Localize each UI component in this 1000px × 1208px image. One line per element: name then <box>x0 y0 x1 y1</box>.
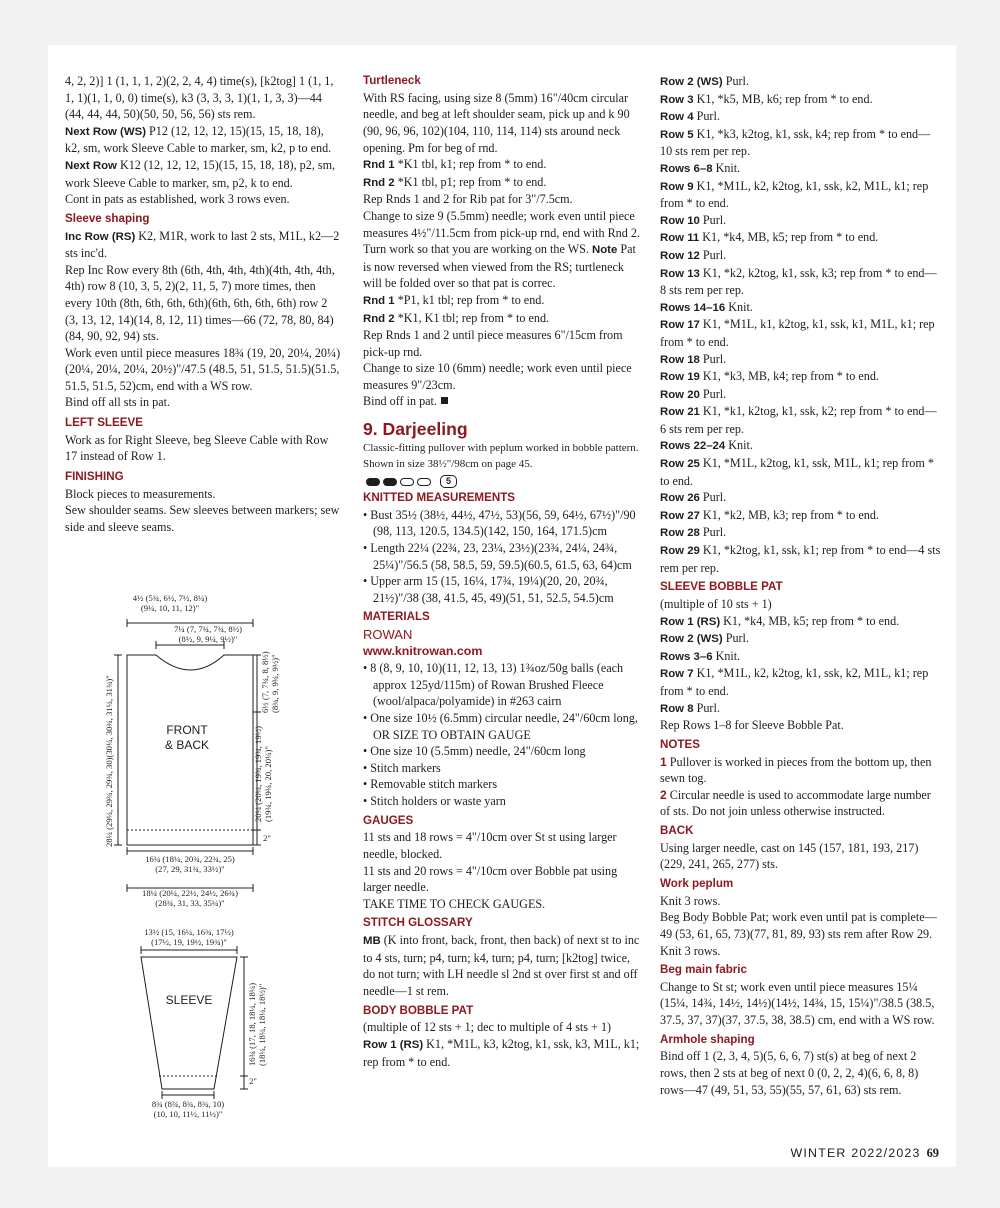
row-label: Inc Row (RS) <box>65 230 136 243</box>
hem-width-dimension <box>110 888 270 908</box>
section-heading-left-sleeve: LEFT SLEEVE <box>65 416 143 430</box>
instruction-row <box>660 542 942 576</box>
row-label: Rows 6–8 <box>660 162 713 175</box>
row-text: *P1, k1 tbl; rep from * to end. <box>394 292 545 307</box>
instruction-row <box>660 368 942 386</box>
page-footer <box>791 1146 939 1161</box>
yarn-weight-icon <box>366 473 642 490</box>
sleeve-length-dimension-2: (18¼, 18¼, 18¼, 18½)" <box>257 983 267 1066</box>
cuff-height-dimension: 2" <box>249 1076 257 1086</box>
dim-text: 7¼ (7, 7¾, 7¾, 8½) <box>173 624 243 634</box>
body-bobble-rows <box>660 73 942 576</box>
paragraph: Using larger needle, cast on 145 (157, 181, 193, 217)(229, 241, 265, 277) sts. <box>660 840 919 872</box>
dim-text: 6½ (7, 7¾, 8, 8½) <box>260 651 270 713</box>
text: Pat is now reversed when viewed from the RS; turtleneck will be folded over so that pat is correc. <box>363 242 636 291</box>
instruction-row <box>660 630 942 648</box>
paragraph: Work even until piece measures 18¾ (19, 20, 20¼, 20¼)(20¼, 20¼, 20¼, 20½)"/47.5 (48.5, 51, 51.5, 51.5)(51.5, 51.5, 51.5, 52)cm, end with a WS row. <box>65 345 341 393</box>
row-label: Row 4 <box>660 111 694 124</box>
row-text: K1, *k1, k2tog, k1, ssk, k2; rep from * to end—6 sts rem per rep. <box>660 404 937 436</box>
row-label: Row 18 <box>660 353 700 366</box>
total-length-dimension: 28¼ (29¼, 29¾, 29¾, 30)(30¼, 30¾, 31¼, 31¾)" <box>104 675 114 847</box>
paragraph: Block pieces to measurements. <box>65 486 216 501</box>
paragraph: (multiple of 10 sts + 1) <box>660 597 772 612</box>
dim-text: 18¼ (20¼, 22½, 24½, 26¾) <box>142 888 238 898</box>
cuff-width-dimension <box>108 1099 268 1119</box>
row-label: Rnd 1 <box>363 159 395 172</box>
paragraph: Change to size 9 (5.5mm) needle; work even until piece measures 4½"/11.5cm from pick-up rnd, end with Rnd 2. <box>363 208 640 240</box>
list-item: • Removable stitch markers <box>363 777 498 792</box>
list-item: • Upper arm 15 (15, 16¼, 17¾, 19¼)(20, 20, 20¾, 21½)"/38 (38, 41.5, 45, 49)(51, 51, 52.5, 54.5)cm <box>363 574 614 605</box>
row-label: Row 1 (RS) <box>363 1038 424 1051</box>
instruction-row <box>363 310 642 328</box>
instruction-row <box>363 1036 642 1070</box>
note-label: Note <box>591 244 618 257</box>
dim-text: (17½, 19, 19½, 19¾)" <box>151 937 227 948</box>
row-text: K1, *M1L, k2, k2tog, k1, ssk, k2, M1L, k1; rep from * to end. <box>660 178 929 211</box>
pattern-title: 9. Darjeeling <box>363 419 468 440</box>
paragraph: Knit 3 rows. <box>660 943 721 958</box>
row-label: Row 27 <box>660 509 700 522</box>
dim-text: 4½ (5¾, 6½, 7½, 8¼) <box>132 593 208 603</box>
row-label: Row 28 <box>660 527 700 540</box>
list-item: • One size 10½ (6.5mm) circular needle, 24"/60cm long, OR SIZE TO OBTAIN GAUGE <box>363 711 638 742</box>
note-text: Pullover is worked in pieces from the bottom up, then sewn tog. <box>660 754 932 786</box>
brand-name: ROWAN <box>363 627 413 643</box>
note-number: 2 <box>660 787 667 802</box>
section-heading-gauges: GAUGES <box>363 813 414 827</box>
note-number: 1 <box>660 754 667 769</box>
row-label: Row 19 <box>660 371 700 384</box>
row-text: K2, M1R, work to last 2 sts, M1L, k2—2 sts inc'd. <box>65 228 340 261</box>
list-item: • One size 10 (5.5mm) needle, 24"/60cm long <box>363 744 586 759</box>
row-text: K1, *k2, k2tog, k1, ssk, k3; rep from * to end—8 sts rem per rep. <box>660 265 937 298</box>
section-heading-body-bobble-pat: BODY BOBBLE PAT <box>363 1003 474 1017</box>
dim-text: 16¼ (18¼, 20¾, 22¾, 25) <box>145 854 235 864</box>
row-text: Purl. <box>693 109 720 124</box>
armhole-depth-dimension-2 <box>270 654 280 713</box>
paragraph <box>363 241 642 292</box>
section-heading-work-peplum: Work peplum <box>660 876 734 890</box>
row-text: Purl. <box>699 386 727 401</box>
paragraph: With RS facing, using size 8 (5mm) 16"/40cm circular needle, and beg at left shoulder seam, pick up and k 90 (90, 96, 96, 102)(104, 110, 114, 114) sts around neck opening. Pm for beg of rnd. <box>363 90 630 155</box>
instruction-row <box>660 507 942 525</box>
list-item: • 8 (8, 9, 10, 10)(11, 12, 13, 13) 1¾oz/50g balls (each approx 125yd/115m) of Rowan Brushed Fleece (wool/alpaca/polyamide) in #263 cairn <box>363 661 624 709</box>
row-label: Row 17 <box>660 319 700 332</box>
paragraph: Work as for Right Sleeve, beg Sleeve Cable with Row 17 instead of Row 1. <box>65 432 329 464</box>
yarn-weight-number: 5 <box>440 475 457 488</box>
note-text: Circular needle is used to accommodate large number of sts. Do not join unless otherwise instructed. <box>660 787 931 819</box>
instruction-row <box>660 108 942 126</box>
section-heading-sleeve-shaping: Sleeve shaping <box>65 211 150 225</box>
paragraph <box>363 393 642 410</box>
instruction-row <box>660 178 942 212</box>
sleeve-label: SLEEVE <box>165 993 213 1007</box>
note-item <box>660 787 942 820</box>
armhole-depth-dimension <box>260 651 270 713</box>
note-item <box>660 754 942 787</box>
row-text: K1, *M1L, k2, k2tog, k1, ssk, k2, M1L, k1; rep from * to end. <box>660 666 929 698</box>
dim-text: (28¾, 31, 33, 35¼)" <box>155 898 225 909</box>
instruction-row <box>660 489 942 507</box>
instruction-row <box>660 229 942 247</box>
skill-level-filled-icon <box>366 478 380 486</box>
column-2 <box>363 73 642 1070</box>
instruction-row <box>660 455 942 489</box>
row-label: Row 26 <box>660 492 700 505</box>
instruction-row <box>660 351 942 369</box>
row-text: K1, *M1L, k3, k2tog, k1, ssk, k3, M1L, k1; rep from * to end. <box>363 1036 640 1069</box>
issue-date: WINTER 2022/2023 <box>790 1146 921 1160</box>
row-text: K1, *k4, MB, k5; rep from * to end. <box>720 613 900 628</box>
row-text: K1, *M1L, k1, k2tog, k1, ssk, k1, M1L, k1; rep from * to end. <box>660 317 935 349</box>
row-text: Purl. <box>699 212 727 227</box>
row-text: K1, *M1L, k2tog, k1, ssk, M1L, k1; rep from * to end. <box>660 456 934 488</box>
row-label: Row 8 <box>660 702 694 715</box>
row-label: Row 7 <box>660 668 694 681</box>
row-text: K1, *k5, MB, k6; rep from * to end. <box>693 91 873 106</box>
row-label: Rows 22–24 <box>660 440 726 453</box>
upper-arm-dimension <box>109 927 269 947</box>
row-text: K12 (12, 12, 12, 15)(15, 15, 18, 18), p2, sm, work Sleeve Cable to marker, sm, p2, k to end. <box>65 157 336 190</box>
paragraph: TAKE TIME TO CHECK GAUGES. <box>363 896 546 911</box>
instruction-row <box>363 174 642 192</box>
row-label: Row 2 (WS) <box>660 633 723 646</box>
row-label: Rnd 2 <box>363 312 395 325</box>
paragraph: Change to size 10 (6mm) needle; work even until piece measures 9"/23cm. <box>363 361 632 392</box>
paragraph: (multiple of 12 sts + 1; dec to multiple of 4 sts + 1) <box>363 1020 612 1035</box>
brand-url: www.knitrowan.com <box>363 644 483 659</box>
row-text: Purl. <box>699 351 727 366</box>
paragraph: 11 sts and 18 rows = 4"/10cm over St st using larger needle, blocked. <box>363 830 617 861</box>
row-label: Row 29 <box>660 545 700 558</box>
dim-text: (10, 10, 11½, 11½)" <box>153 1109 223 1120</box>
row-label: Row 3 <box>660 93 694 106</box>
piece-label: FRONT <box>166 723 208 737</box>
instruction-row <box>660 316 942 350</box>
paragraph: Bind off 1 (2, 3, 4, 5)(5, 6, 6, 7) st(s) at beg of next 2 rows, then 2 sts at beg of next 0 (0, 2, 2, 4)(6, 6, 8, 8) rows—47 (49, 51, 53, 55)(55, 57, 61, 63) sts rem. <box>660 1049 919 1097</box>
paragraph: Beg Body Bobble Pat; work even until pat is complete—49 (53, 61, 65, 73)(77, 81, 89, 93) sts rem after Row 29. <box>660 910 937 941</box>
shoulder-width-dimension <box>143 624 273 644</box>
instruction-row <box>363 156 642 174</box>
row-text: Knit. <box>725 299 753 314</box>
end-square-icon <box>441 397 448 404</box>
page-number: 69 <box>926 1146 939 1160</box>
instruction-row <box>660 91 942 109</box>
instruction-row <box>660 665 942 699</box>
dim-text: 13½ (15, 16¼, 16¾, 17½) <box>144 927 234 937</box>
row-text: Purl. <box>699 247 727 262</box>
row-label: Rows 3–6 <box>660 650 713 663</box>
row-text: Purl. <box>722 631 749 646</box>
dim-text: 8¾ (8¾, 8¾, 8¾, 10) <box>151 1099 225 1109</box>
row-label: Row 21 <box>660 406 700 419</box>
skill-level-filled-icon <box>383 478 397 486</box>
list-item: • Stitch holders or waste yarn <box>363 793 506 808</box>
instruction-row <box>660 212 942 230</box>
instruction-row <box>363 292 642 310</box>
body-length-dimension: 20¼ (20¼, 19¾, 19¾, 19½) <box>253 726 263 822</box>
row-text: *K1 tbl, p1; rep from * to end. <box>394 174 547 189</box>
instruction-row <box>660 700 942 718</box>
instruction-row <box>65 123 341 157</box>
front-back-label <box>147 723 227 753</box>
instruction-row <box>660 126 942 160</box>
row-text: (K into front, back, front, then back) of next st to inc to 4 sts, turn; p4, turn; k4, turn; p4, turn; [k2tog] twice, do not turn; with LH needle sl 2nd st over first st and off needle—1 st rem. <box>363 933 640 998</box>
row-label: MB <box>363 935 381 948</box>
row-label: Next Row (WS) <box>65 125 146 138</box>
paragraph: Rep Rows 1–8 for Sleeve Bobble Pat. <box>660 718 844 733</box>
row-text: K1, *k3, k2tog, k1, ssk, k4; rep from * to end—10 sts rem per rep. <box>660 126 931 159</box>
dim-text: (8½, 9, 9¼, 9½)" <box>178 634 238 645</box>
row-label: Row 13 <box>660 267 700 280</box>
neck-width-dimension <box>85 593 255 613</box>
list-item: • Bust 35½ (38½, 44½, 47½, 53)(56, 59, 64½, 67½)"/90 (98, 113, 120.5, 134.5)(142, 150, 164, 171.5)cm <box>363 507 636 539</box>
text: Turn work so that you are working on the WS. <box>363 242 592 257</box>
sleeve-bobble-rows <box>660 613 942 718</box>
dim-text: (8¾, 9, 9¾, 9½)" <box>270 654 280 713</box>
row-text: Knit. <box>725 438 753 453</box>
instruction-row <box>660 160 942 178</box>
row-text: Purl. <box>699 490 727 505</box>
piece-label: & BACK <box>164 738 209 752</box>
dim-text: (9¼, 10, 11, 12)" <box>140 603 200 614</box>
peplum-height-dimension: 2" <box>263 833 271 843</box>
row-text: *K1 tbl, k1; rep from * to end. <box>394 157 547 172</box>
section-heading-finishing: FINISHING <box>65 470 124 484</box>
dim-text: (27, 29, 31¾, 33½)" <box>155 864 225 875</box>
instruction-row <box>660 648 942 666</box>
instruction-row <box>65 228 341 262</box>
row-label: Row 1 (RS) <box>660 615 721 628</box>
section-heading-main-fabric: Beg main fabric <box>660 963 747 977</box>
section-heading-notes: NOTES <box>660 737 700 751</box>
row-label: Row 20 <box>660 388 700 401</box>
paragraph: Knit 3 rows. <box>660 893 721 908</box>
row-label: Rnd 1 <box>363 294 395 307</box>
instruction-row <box>660 613 942 631</box>
instruction-row <box>660 247 942 265</box>
list-item: • Stitch markers <box>363 760 441 775</box>
paragraph: Cont in pats as established, work 3 rows even. <box>65 192 290 207</box>
instruction-row <box>660 299 942 317</box>
sleeve-outline <box>141 957 237 1089</box>
row-label: Row 25 <box>660 458 700 471</box>
row-text: Knit. <box>712 648 741 663</box>
paragraph: 4, 2, 2)] 1 (1, 1, 1, 2)(2, 2, 4, 4) time(s), [k2tog] 1 (1, 1, 1, 1)(1, 1, 0, 0) time(s), k3 (3, 3, 3, 1)(1, 1, 3, 3)—44 (44, 44, 44, 50)(50, 50, 56, 56) sts rem. <box>65 74 334 122</box>
instruction-row <box>660 386 942 404</box>
row-label: Row 12 <box>660 249 700 262</box>
section-heading-turtleneck: Turtleneck <box>363 74 421 87</box>
row-label: Row 10 <box>660 214 700 227</box>
row-label: Row 2 (WS) <box>660 76 723 88</box>
row-text: K1, *k3, MB, k4; rep from * to end. <box>699 369 879 384</box>
section-heading-materials: MATERIALS <box>363 610 430 624</box>
row-text: Purl. <box>699 525 727 540</box>
skill-level-empty-icon <box>417 478 431 486</box>
instruction-row <box>660 437 942 455</box>
row-text: P12 (12, 12, 12, 15)(15, 15, 18, 18), k2, sm, work Sleeve Cable to marker, sm, k2, p to end. <box>65 123 332 156</box>
paragraph: Rep Inc Row every 8th (6th, 4th, 4th, 4th)(4th, 4th, 4th, 4th) row 8 (10, 3, 5, 2)(2, 11, 5, 7) more times, then every 10th (8th, 6th, 6th, 6th)(6th, 6th, 6th, 6th) row 2 (3, 13, 12, 14)(14, 8, 12, 11) times—66 (72, 78, 80, 84)(84, 90, 92, 94) sts. <box>65 262 335 344</box>
section-heading-back: BACK <box>660 823 694 837</box>
row-label: Row 9 <box>660 180 694 193</box>
row-label: Row 11 <box>660 232 700 245</box>
body-length-dimension-2: (19¾, 19¾, 20, 20¼)" <box>263 746 273 822</box>
row-label: Rows 14–16 <box>660 301 726 314</box>
pattern-intro: Classic-fitting pullover with peplum worked in bobble pattern. Shown in size 38½"/98cm on page 45. <box>363 442 639 470</box>
skill-level-empty-icon <box>400 478 414 486</box>
row-text: *K1, K1 tbl; rep from * to end. <box>394 310 550 325</box>
instruction-row <box>363 932 642 999</box>
row-label: Rnd 2 <box>363 176 395 189</box>
list-item: • Length 22¼ (22¾, 23, 23¼, 23½)(23¾, 24¼, 24¾, 25¼)"/56.5 (58, 58.5, 59, 59.5)(60.5, 61.5, 63, 64)cm <box>363 541 632 572</box>
section-heading-stitch-glossary: STITCH GLOSSARY <box>363 916 473 930</box>
bust-width-dimension <box>110 854 270 874</box>
row-text: Purl. <box>693 700 720 715</box>
paragraph: Bind off all sts in pat. <box>65 395 170 410</box>
instruction-row <box>660 73 942 91</box>
row-label: Row 5 <box>660 128 694 141</box>
section-heading-sleeve-bobble-pat: SLEEVE BOBBLE PAT <box>660 580 783 594</box>
paragraph: 11 sts and 20 rows = 4"/10cm over Bobble pat using larger needle. <box>363 863 618 895</box>
paragraph: Rep Rnds 1 and 2 until piece measures 6"/15cm from pick-up rnd. <box>363 328 623 359</box>
instruction-row <box>660 403 942 437</box>
row-text: Knit. <box>712 160 741 175</box>
sleeve-length-dimension: 16¾ (17, 18, 18¼, 18¼) <box>247 982 257 1066</box>
row-text: K1, *k2, MB, k3; rep from * to end. <box>699 507 879 522</box>
row-text: K1, *k2tog, k1, ssk, k1; rep from * to end—4 sts rem per rep. <box>660 543 941 575</box>
instruction-row <box>660 265 942 299</box>
row-label: Next Row <box>65 159 117 172</box>
instruction-row <box>660 524 942 542</box>
magazine-page <box>48 45 956 1167</box>
paragraph: Change to St st; work even until piece measures 15¼ (15¼, 14¾, 14½, 14½)(14½, 14¾, 15, 15¼)"/38.5 (38.5, 37.5, 37, 37)(37, 37.5, 38, 38.5) cm, end with a WS row. <box>660 979 935 1028</box>
row-text: Purl. <box>722 74 749 88</box>
row-text: K1, *k4, MB, k5; rep from * to end. <box>699 230 879 245</box>
instruction-row <box>65 157 341 191</box>
paragraph: Sew shoulder seams. Sew sleeves between markers; sew side and sleeve seams. <box>65 503 340 535</box>
column-3 <box>660 73 942 1098</box>
column-1 <box>65 73 341 536</box>
paragraph: Rep Rnds 1 and 2 for Rib pat for 3"/7.5cm. <box>363 192 573 207</box>
section-heading-armhole-shaping: Armhole shaping <box>660 1032 755 1046</box>
text: Bind off in pat. <box>363 394 437 409</box>
section-heading-measurements: KNITTED MEASUREMENTS <box>363 491 516 505</box>
